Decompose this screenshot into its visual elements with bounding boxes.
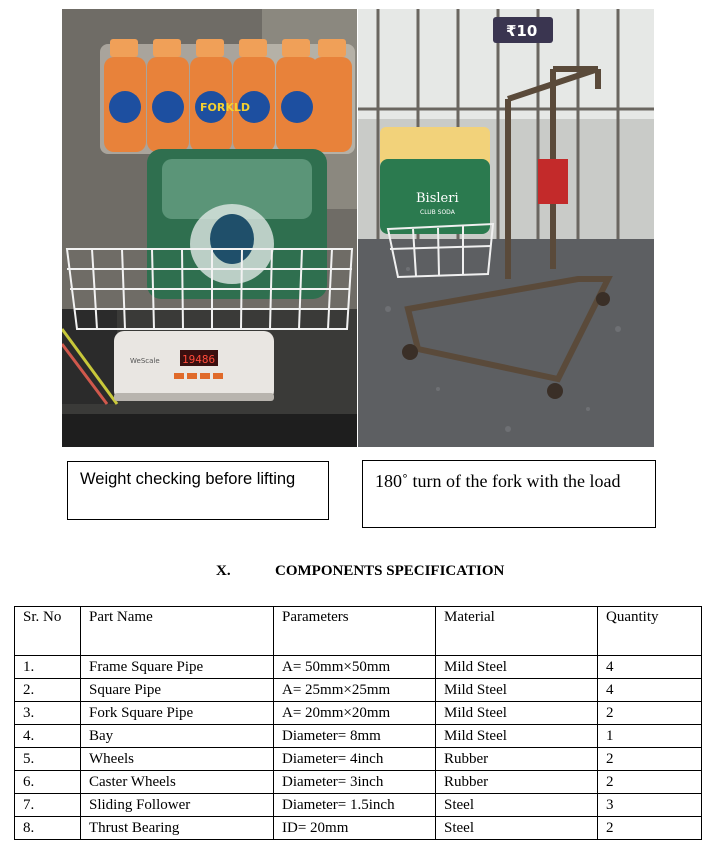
- cell-part-name: Caster Wheels: [81, 771, 274, 794]
- price-sign: ₹10: [506, 22, 538, 40]
- table-row: [15, 725, 702, 748]
- cell-part-name: Wheels: [81, 748, 274, 771]
- cell-material: Steel: [436, 817, 598, 840]
- section-heading: [0, 563, 713, 583]
- cell-quantity: 2: [598, 771, 702, 794]
- pack-sub: CLUB SODA: [420, 209, 455, 216]
- cell-quantity: 4: [598, 656, 702, 679]
- table-header-row: [15, 607, 702, 656]
- cell-quantity: 2: [598, 702, 702, 725]
- cell-material: Rubber: [436, 748, 598, 771]
- table-row: [15, 656, 702, 679]
- cell-parameters: A= 50mm×50mm: [274, 656, 436, 679]
- cell-sr-no: 7.: [15, 794, 81, 817]
- cell-parameters: Diameter= 1.5inch: [274, 794, 436, 817]
- photo-weight-check: [62, 9, 357, 447]
- photo-fork-turn: [358, 9, 654, 447]
- cell-quantity: 4: [598, 679, 702, 702]
- cell-parameters: Diameter= 8mm: [274, 725, 436, 748]
- section-number: X.: [216, 563, 231, 579]
- cell-sr-no: 1.: [15, 656, 81, 679]
- header-material: Material: [436, 607, 598, 656]
- cell-quantity: 3: [598, 794, 702, 817]
- section-title: COMPONENTS SPECIFICATION: [275, 563, 505, 579]
- weighing-scale: [114, 331, 274, 401]
- cell-sr-no: 5.: [15, 748, 81, 771]
- fork-load: [380, 127, 490, 234]
- cell-material: Mild Steel: [436, 679, 598, 702]
- cell-parameters: ID= 20mm: [274, 817, 436, 840]
- caption-weight-check: [67, 461, 329, 520]
- cell-part-name: Bay: [81, 725, 274, 748]
- cell-material: Mild Steel: [436, 702, 598, 725]
- cell-material: Steel: [436, 794, 598, 817]
- header-part-name: Part Name: [81, 607, 274, 656]
- weight-check-illustration: [62, 9, 357, 447]
- bottle-pack: [100, 39, 355, 154]
- hydraulic-jack: [538, 159, 568, 204]
- cell-part-name: Fork Square Pipe: [81, 702, 274, 725]
- cell-quantity: 1: [598, 725, 702, 748]
- fork-turn-illustration: [358, 9, 654, 447]
- caption-right-text: 180˚ turn of the fork with the load: [375, 471, 621, 491]
- cell-parameters: Diameter= 3inch: [274, 771, 436, 794]
- table-row: [15, 817, 702, 840]
- components-table: [14, 606, 702, 840]
- cell-material: Mild Steel: [436, 725, 598, 748]
- cell-part-name: Thrust Bearing: [81, 817, 274, 840]
- cell-sr-no: 2.: [15, 679, 81, 702]
- table-row: [15, 679, 702, 702]
- cell-parameters: A= 20mm×20mm: [274, 702, 436, 725]
- cell-material: Rubber: [436, 771, 598, 794]
- table-row: [15, 702, 702, 725]
- cell-quantity: 2: [598, 817, 702, 840]
- caption-fork-turn: [362, 460, 656, 528]
- pack-brand: Bisleri: [416, 191, 459, 206]
- cell-parameters: A= 25mm×25mm: [274, 679, 436, 702]
- cell-sr-no: 4.: [15, 725, 81, 748]
- scale-display: 19486: [182, 353, 216, 366]
- table-row: [15, 771, 702, 794]
- cell-part-name: Sliding Follower: [81, 794, 274, 817]
- cell-sr-no: 3.: [15, 702, 81, 725]
- cell-part-name: Frame Square Pipe: [81, 656, 274, 679]
- cell-sr-no: 8.: [15, 817, 81, 840]
- scale-brand: WeScale: [130, 357, 160, 365]
- table-row: [15, 794, 702, 817]
- table-row: [15, 748, 702, 771]
- cell-quantity: 2: [598, 748, 702, 771]
- cell-part-name: Square Pipe: [81, 679, 274, 702]
- header-quantity: Quantity: [598, 607, 702, 656]
- header-sr-no: Sr. No: [15, 607, 81, 656]
- cell-sr-no: 6.: [15, 771, 81, 794]
- header-parameters: Parameters: [274, 607, 436, 656]
- bottle-label: FORKLD: [200, 101, 250, 114]
- caption-left-text: Weight checking before lifting: [80, 470, 296, 488]
- cell-parameters: Diameter= 4inch: [274, 748, 436, 771]
- cell-material: Mild Steel: [436, 656, 598, 679]
